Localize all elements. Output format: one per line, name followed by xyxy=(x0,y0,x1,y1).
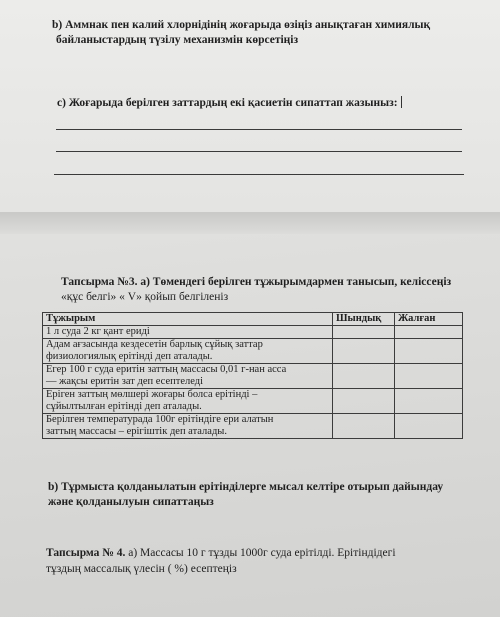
statement-cell xyxy=(43,414,333,439)
false-checkbox-cell[interactable] xyxy=(395,326,463,339)
task4-text: а) Массасы 10 г тұзды 1000г суда ерітілді. Ерітіндідегі xyxy=(125,547,396,559)
true-checkbox-cell[interactable] xyxy=(333,326,395,339)
statement-cell xyxy=(43,339,333,364)
question-c-text: c) Жоғарыда берілген заттардың екі қасиетін сипаттап жазыныз: xyxy=(57,97,398,109)
question-b-line1: b) Аммнак пен калий хлорнідінің жоғарыда өзіңіз анықтаған химиялық xyxy=(52,19,431,31)
table-header-row xyxy=(43,313,463,326)
statement-cell xyxy=(43,364,333,389)
sheet-fold-shadow xyxy=(0,212,500,234)
statement-text: заттың массасы – ерігіштік деп аталады. xyxy=(46,426,227,437)
true-checkbox-cell[interactable] xyxy=(333,389,395,414)
task3-instruction-line1: Тапсырма №3. а) Төмендегі берілген тұжырымдармен танысып, келіссеңіз xyxy=(61,276,452,288)
header-statement: Тұжырым xyxy=(43,313,333,326)
header-true: Шындық xyxy=(333,313,395,326)
false-checkbox-cell[interactable] xyxy=(395,364,463,389)
true-checkbox-cell[interactable] xyxy=(333,339,395,364)
answer-line-3[interactable] xyxy=(54,174,464,175)
false-checkbox-cell[interactable] xyxy=(395,339,463,364)
true-checkbox-cell[interactable] xyxy=(333,364,395,389)
question-c-prompt xyxy=(57,96,402,110)
statement-text: Егер 100 г суда еритін заттың массасы 0,01 г-нан асса xyxy=(46,364,287,375)
statement-cell xyxy=(43,389,333,414)
task4-line1 xyxy=(46,546,396,560)
false-checkbox-cell[interactable] xyxy=(395,414,463,439)
statement-text: сұйылтылған ерітінді деп аталады. xyxy=(46,401,202,412)
table-row xyxy=(43,339,463,364)
question-b-line2: байланыстардың түзілу механизмін көрсетіңіз xyxy=(56,34,299,46)
statement-text: Адам ағзасында кездесетін барлық сұйық заттар xyxy=(46,339,263,350)
table-row xyxy=(43,326,463,339)
table-row xyxy=(43,364,463,389)
statements-table xyxy=(42,312,463,439)
statement-text: 1 л суда 2 кг қант ериді xyxy=(46,326,150,337)
answer-line-2[interactable] xyxy=(56,151,462,152)
text-cursor-icon xyxy=(401,96,402,108)
false-checkbox-cell[interactable] xyxy=(395,389,463,414)
task4-label: Тапсырма № 4. xyxy=(46,547,126,559)
task3-heading xyxy=(61,275,451,289)
statement-text: Еріген заттың мөлшері жоғары болса ерітінді – xyxy=(46,389,258,400)
header-false: Жалған xyxy=(395,313,463,326)
answer-line-1[interactable] xyxy=(56,129,462,130)
task3-instruction-line2: «құс белгі» « V» қойып белгіленіз xyxy=(61,291,229,303)
task3-b-line1: b) Тұрмыста қолданылатын ерітінділерге мысал келтіре отырып дайындау xyxy=(48,481,444,493)
statement-text: — жақсы еритін зат деп есептеледі xyxy=(46,376,204,387)
table-row xyxy=(43,389,463,414)
true-checkbox-cell[interactable] xyxy=(333,414,395,439)
statement-text: Берілген температурада 100г ерітіндіге ери алатын xyxy=(46,414,274,425)
statement-cell xyxy=(43,326,333,339)
statement-text: физиологиялық ерітінді деп аталады. xyxy=(46,351,213,362)
task3-b-line2: және қолданылуын сипаттаңыз xyxy=(48,496,214,508)
task4-line2: тұздың массалық үлесін ( %) есептеңіз xyxy=(46,563,237,575)
table-row xyxy=(43,414,463,439)
